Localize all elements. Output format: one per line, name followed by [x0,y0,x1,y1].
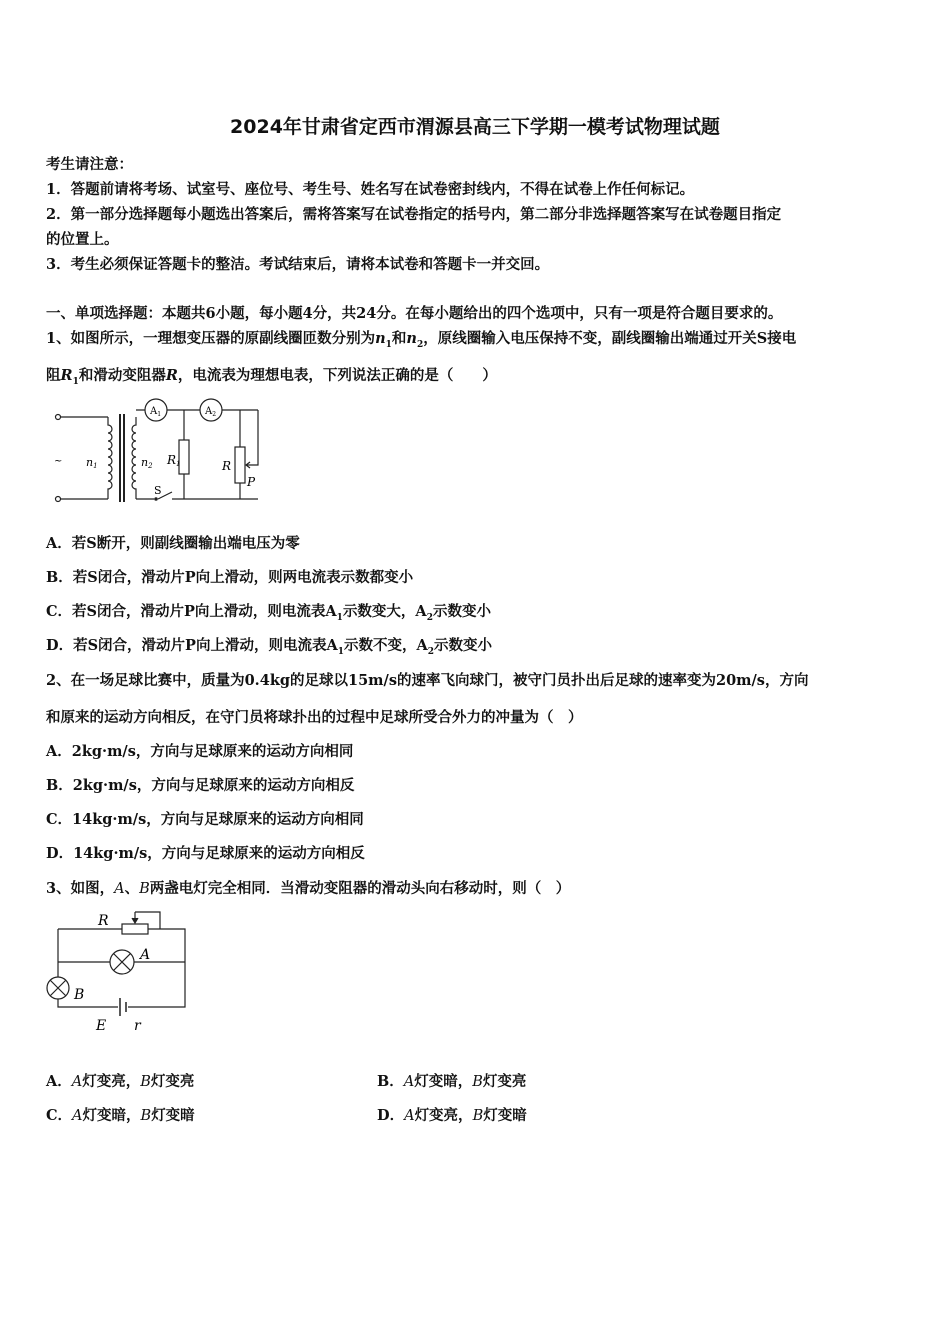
q2-option-d: D．14kg·m/s，方向与足球原来的运动方向相反 [46,845,365,862]
q3-option-c: C．A灯变暗，B灯变暗 [46,1107,195,1124]
battery [120,998,126,1016]
label-r1: R1 [167,453,181,468]
q3-stem: 3、如图，A、B两盏电灯完全相同．当滑动变阻器的滑动头向右移动时，则（ ） [46,880,571,897]
q3-lamp-circuit [40,906,200,1036]
label-p: P [247,475,256,489]
label-internal-r: r [134,1018,141,1034]
q1-stem-line2: 阻$R_1$和滑动变阻器R，电流表为理想电表，下列说法正确的是（ ） [46,367,497,387]
q1-stem-line1: 1、如图所示，一理想变压器的原副线圈匝数分别为$n_1$和$n_2$，原线圈输入电压保持不变，副线圈输出端通过开关S接电 [46,330,797,350]
notice-item-3: 3．考生必须保证答题卡的整洁。考试结束后，请将本试卷和答题卡一并交回。 [46,256,550,273]
label-a2: $A_2$ [205,406,217,418]
terminal-bottom [56,497,61,502]
label-r: R [222,459,232,473]
q1-option-c: C．若S闭合，滑动片P向上滑动，则电流表$A_1$示数变大，$A_2$示数变小 [46,603,491,623]
page-title: 2024年甘肃省定西市渭源县高三下学期一模考试物理试题 [230,116,720,138]
transformer-core [120,414,124,502]
rheostat-r [122,924,148,934]
notice-item-2: 2．第一部分选择题每小题选出答案后，需将答案写在试卷指定的括号内，第二部分非选择题答案写在试卷题目指定 [46,206,782,223]
rheostat-r [235,447,245,483]
q2-stem-line2: 和原来的运动方向相反，在守门员将球扑出的过程中足球所受合外力的冲量为（ ） [46,709,583,726]
q2-option-b: B．2kg·m/s，方向与足球原来的运动方向相反 [46,777,355,794]
resistor-r1 [179,440,189,474]
label-n2: n2 [141,456,153,470]
label-switch-s: S [154,484,162,497]
label-b: B [74,987,85,1003]
notice-item-2-cont: 的位置上。 [46,231,119,248]
q1-transformer-circuit [50,398,280,510]
q2-option-c: C．14kg·m/s，方向与足球原来的运动方向相同 [46,811,364,828]
q2-stem-line1: 2、在一场足球比赛中，质量为0.4kg的足球以15m/s的速率飞向球门，被守门员扑出后足球的速率变为20m/s，方向 [46,672,809,689]
notice-item-1: 1．答题前请将考场、试室号、座位号、考生号、姓名写在试卷密封线内，不得在试卷上作任何标记。 [46,181,695,198]
section-heading: 一、单项选择题：本题共6小题，每小题4分，共24分。在每小题给出的四个选项中，只有一项是符合题目要求的。 [46,305,783,322]
ac-source-symbol: ~ [54,456,63,467]
q2-option-a: A．2kg·m/s，方向与足球原来的运动方向相同 [46,743,354,760]
slider-p [246,410,258,465]
label-r: R [98,913,109,929]
q1-option-a: A．若S断开，则副线圈输出端电压为零 [46,535,300,552]
q1-option-d: D．若S闭合，滑动片P向上滑动，则电流表$A_1$示数不变，$A_2$示数变小 [46,637,492,657]
primary-coil [108,417,112,499]
secondary-coil [132,417,136,499]
q3-option-b: B．A灯变暗，B灯变亮 [377,1073,527,1090]
q3-option-a: A．A灯变亮，B灯变亮 [46,1073,195,1090]
label-e: E [96,1018,107,1034]
label-a1: $A_1$ [150,406,162,418]
q1-option-b: B．若S闭合，滑动片P向上滑动，则两电流表示数都变小 [46,569,414,586]
label-a: A [140,947,151,963]
q3-option-d: D．A灯变亮，B灯变暗 [377,1107,527,1124]
notice-heading: 考生请注意： [46,156,133,173]
terminal-top [56,415,61,420]
label-n1: n1 [86,456,98,470]
